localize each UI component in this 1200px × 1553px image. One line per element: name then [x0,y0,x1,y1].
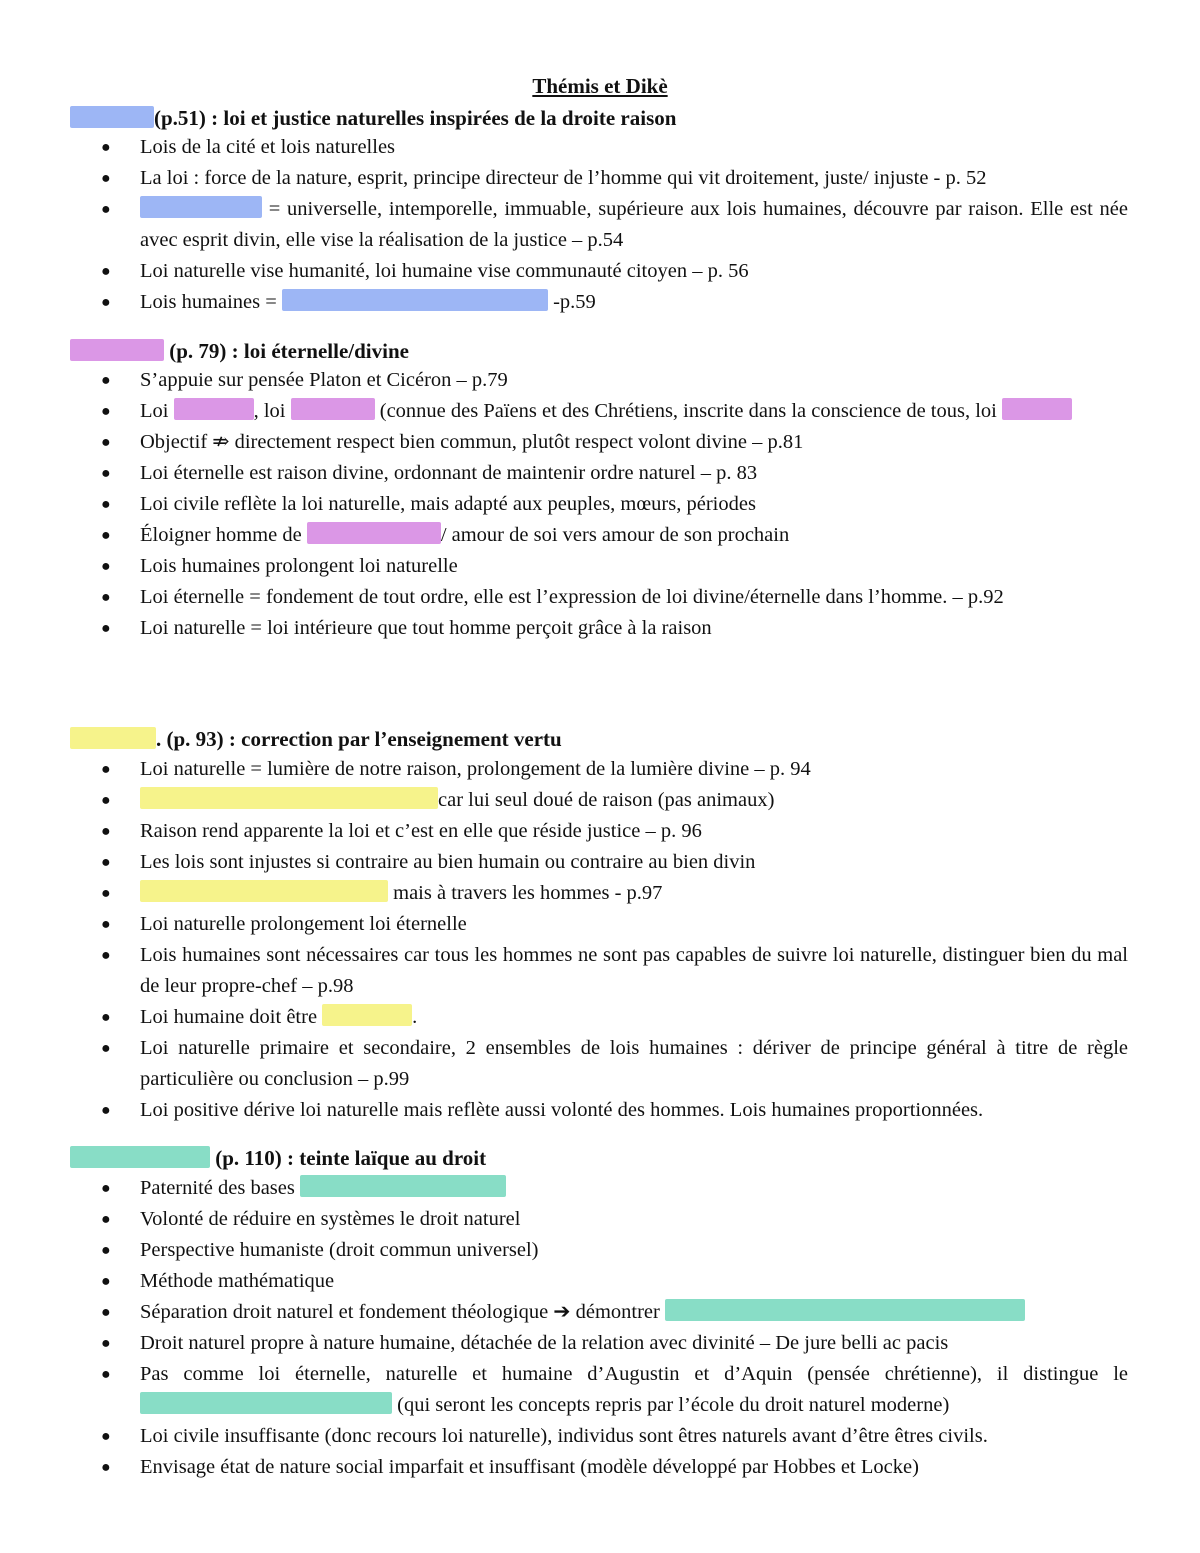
bullet-icon: ● [101,1242,111,1259]
redaction-highlight [140,1392,392,1414]
page-title: Thémis et Dikè [532,74,668,98]
redaction-highlight [70,727,156,749]
redaction-highlight [70,106,154,128]
redaction-highlight [140,880,388,902]
bullet-icon: ● [101,372,111,389]
section-list-4 [0,1173,1200,1483]
redaction-highlight [70,1146,210,1168]
redaction-highlight [291,398,375,420]
bullet-icon: ● [101,1459,111,1476]
list-item: ● Séparation droit naturel et fondement théologique ➔ démontrer [0,1297,1128,1328]
section-list-3 [0,754,1200,1126]
list-item: ● Loi éternelle = fondement de tout ordre, elle est l’expression de loi divine/éternelle dans l’homme. – p.92 [0,582,1128,613]
bullet-icon: ● [101,854,111,871]
list-item: ● Les lois sont injustes si contraire au bien humain ou contraire au bien divin [0,847,1128,878]
list-item: ● car lui seul doué de raison (pas animaux) [0,785,1128,816]
bullet-icon: ● [101,527,111,544]
list-item: ● S’appuie sur pensée Platon et Cicéron – p.79 [0,365,1128,396]
section-heading-text: (p. 110) : teinte laïque au droit [210,1146,487,1170]
section-heading-text: (p. 79) : loi éternelle/divine [164,339,409,363]
list-item: ● Loi naturelle = lumière de notre raison, prolongement de la lumière divine – p. 94 [0,754,1128,785]
bullet-icon: ● [101,885,111,902]
bullet-icon: ● [101,589,111,606]
bullet-icon: ● [101,1273,111,1290]
redaction-highlight [300,1175,506,1197]
section-heading-text: (p.51) : loi et justice naturelles inspirées de la droite raison [154,106,677,130]
redaction-highlight [282,289,548,311]
redaction-highlight [1002,398,1072,420]
list-item: ● Loi naturelle prolongement loi éternelle [0,909,1128,940]
bullet-icon: ● [101,947,111,964]
list-item: ● Loi naturelle = loi intérieure que tout homme perçoit grâce à la raison [0,613,1128,644]
bullet-icon: ● [101,761,111,778]
list-item: ● Droit naturel propre à nature humaine, détachée de la relation avec divinité – De jure belli ac pacis [0,1328,1128,1359]
bullet-icon: ● [101,1366,111,1383]
list-item: ● = universelle, intemporelle, immuable, supérieure aux lois humaines, découvre par raison. Elle est née avec esprit divin, elle vise la réalisation de la justice – p.54 [0,194,1128,256]
list-item: ● Méthode mathématique [0,1266,1128,1297]
redaction-highlight [140,787,438,809]
bullet-icon: ● [101,1304,111,1321]
bullet-icon: ● [101,1102,111,1119]
bullet-icon: ● [101,1211,111,1228]
section-heading-2 [70,339,409,364]
bullet-icon: ● [101,620,111,637]
redaction-highlight [70,339,164,361]
bullet-icon: ● [101,1009,111,1026]
list-item: ● Loi civile reflète la loi naturelle, mais adapté aux peuples, mœurs, périodes [0,489,1128,520]
bullet-icon: ● [101,823,111,840]
list-item: ● Pas comme loi éternelle, naturelle et humaine d’Augustin et d’Aquin (pensée chrétienne), il distingue le (qui seront les concepts repris par l’école du droit naturel moderne) [0,1359,1128,1421]
list-item: ● Volonté de réduire en systèmes le droit naturel [0,1204,1128,1235]
list-item: ● Loi civile insuffisante (donc recours loi naturelle), individus sont êtres naturels avant d’être êtres civils. [0,1421,1128,1452]
list-item: ● Lois de la cité et lois naturelles [0,132,1128,163]
list-item: ● Loi naturelle primaire et secondaire, 2 ensembles de lois humaines : dériver de principe général à titre de règle particulière ou conclusion – p.99 [0,1033,1128,1095]
redaction-highlight [307,522,441,544]
section-heading-4 [70,1146,486,1171]
list-item: ● Loi humaine doit être . [0,1002,1128,1033]
list-item: ● Lois humaines = -p.59 [0,287,1128,318]
bullet-icon: ● [101,139,111,156]
bullet-icon: ● [101,1335,111,1352]
section-heading-3 [70,727,562,752]
bullet-icon: ● [101,1428,111,1445]
bullet-icon: ● [101,434,111,451]
list-item: ● Lois humaines prolongent loi naturelle [0,551,1128,582]
list-item: ● Éloigner homme de / amour de soi vers amour de son prochain [0,520,1128,551]
section-list-2 [0,365,1200,644]
redaction-highlight [174,398,254,420]
list-item: ● Objectif ⇏ directement respect bien commun, plutôt respect volont divine – p.81 [0,427,1128,458]
list-item: ● Perspective humaniste (droit commun universel) [0,1235,1128,1266]
bullet-icon: ● [101,792,111,809]
bullet-icon: ● [101,201,111,218]
list-item: ● Loi éternelle est raison divine, ordonnant de maintenir ordre naturel – p. 83 [0,458,1128,489]
list-item: ● Loi positive dérive loi naturelle mais reflète aussi volonté des hommes. Lois humaines proportionnées. [0,1095,1128,1126]
section-heading-1 [70,106,676,131]
bullet-icon: ● [101,170,111,187]
bullet-icon: ● [101,263,111,280]
list-item: ● Raison rend apparente la loi et c’est en elle que réside justice – p. 96 [0,816,1128,847]
bullet-icon: ● [101,1180,111,1197]
bullet-icon: ● [101,403,111,420]
bullet-icon: ● [101,465,111,482]
list-item: ● Loi naturelle vise humanité, loi humaine vise communauté citoyen – p. 56 [0,256,1128,287]
bullet-icon: ● [101,496,111,513]
bullet-icon: ● [101,294,111,311]
redaction-highlight [665,1299,1025,1321]
list-item: ● Paternité des bases [0,1173,1128,1204]
bullet-icon: ● [101,558,111,575]
list-item: ● Lois humaines sont nécessaires car tous les hommes ne sont pas capables de suivre loi naturelle, distinguer bien du mal de leur propre-chef – p.98 [0,940,1128,1002]
section-list-1 [0,132,1200,318]
list-item: ● Loi , loi (connue des Païens et des Chrétiens, inscrite dans la conscience de tous, loi [0,396,1128,427]
list-item: ● La loi : force de la nature, esprit, principe directeur de l’homme qui vit droitement, juste/ injuste - p. 52 [0,163,1128,194]
list-item: ● Envisage état de nature social imparfait et insuffisant (modèle développé par Hobbes et Locke) [0,1452,1128,1483]
list-item: ● mais à travers les hommes - p.97 [0,878,1128,909]
bullet-icon: ● [101,916,111,933]
section-heading-text: . (p. 93) : correction par l’enseignement vertu [156,727,562,751]
redaction-highlight [322,1004,412,1026]
bullet-icon: ● [101,1040,111,1057]
redaction-highlight [140,196,262,218]
